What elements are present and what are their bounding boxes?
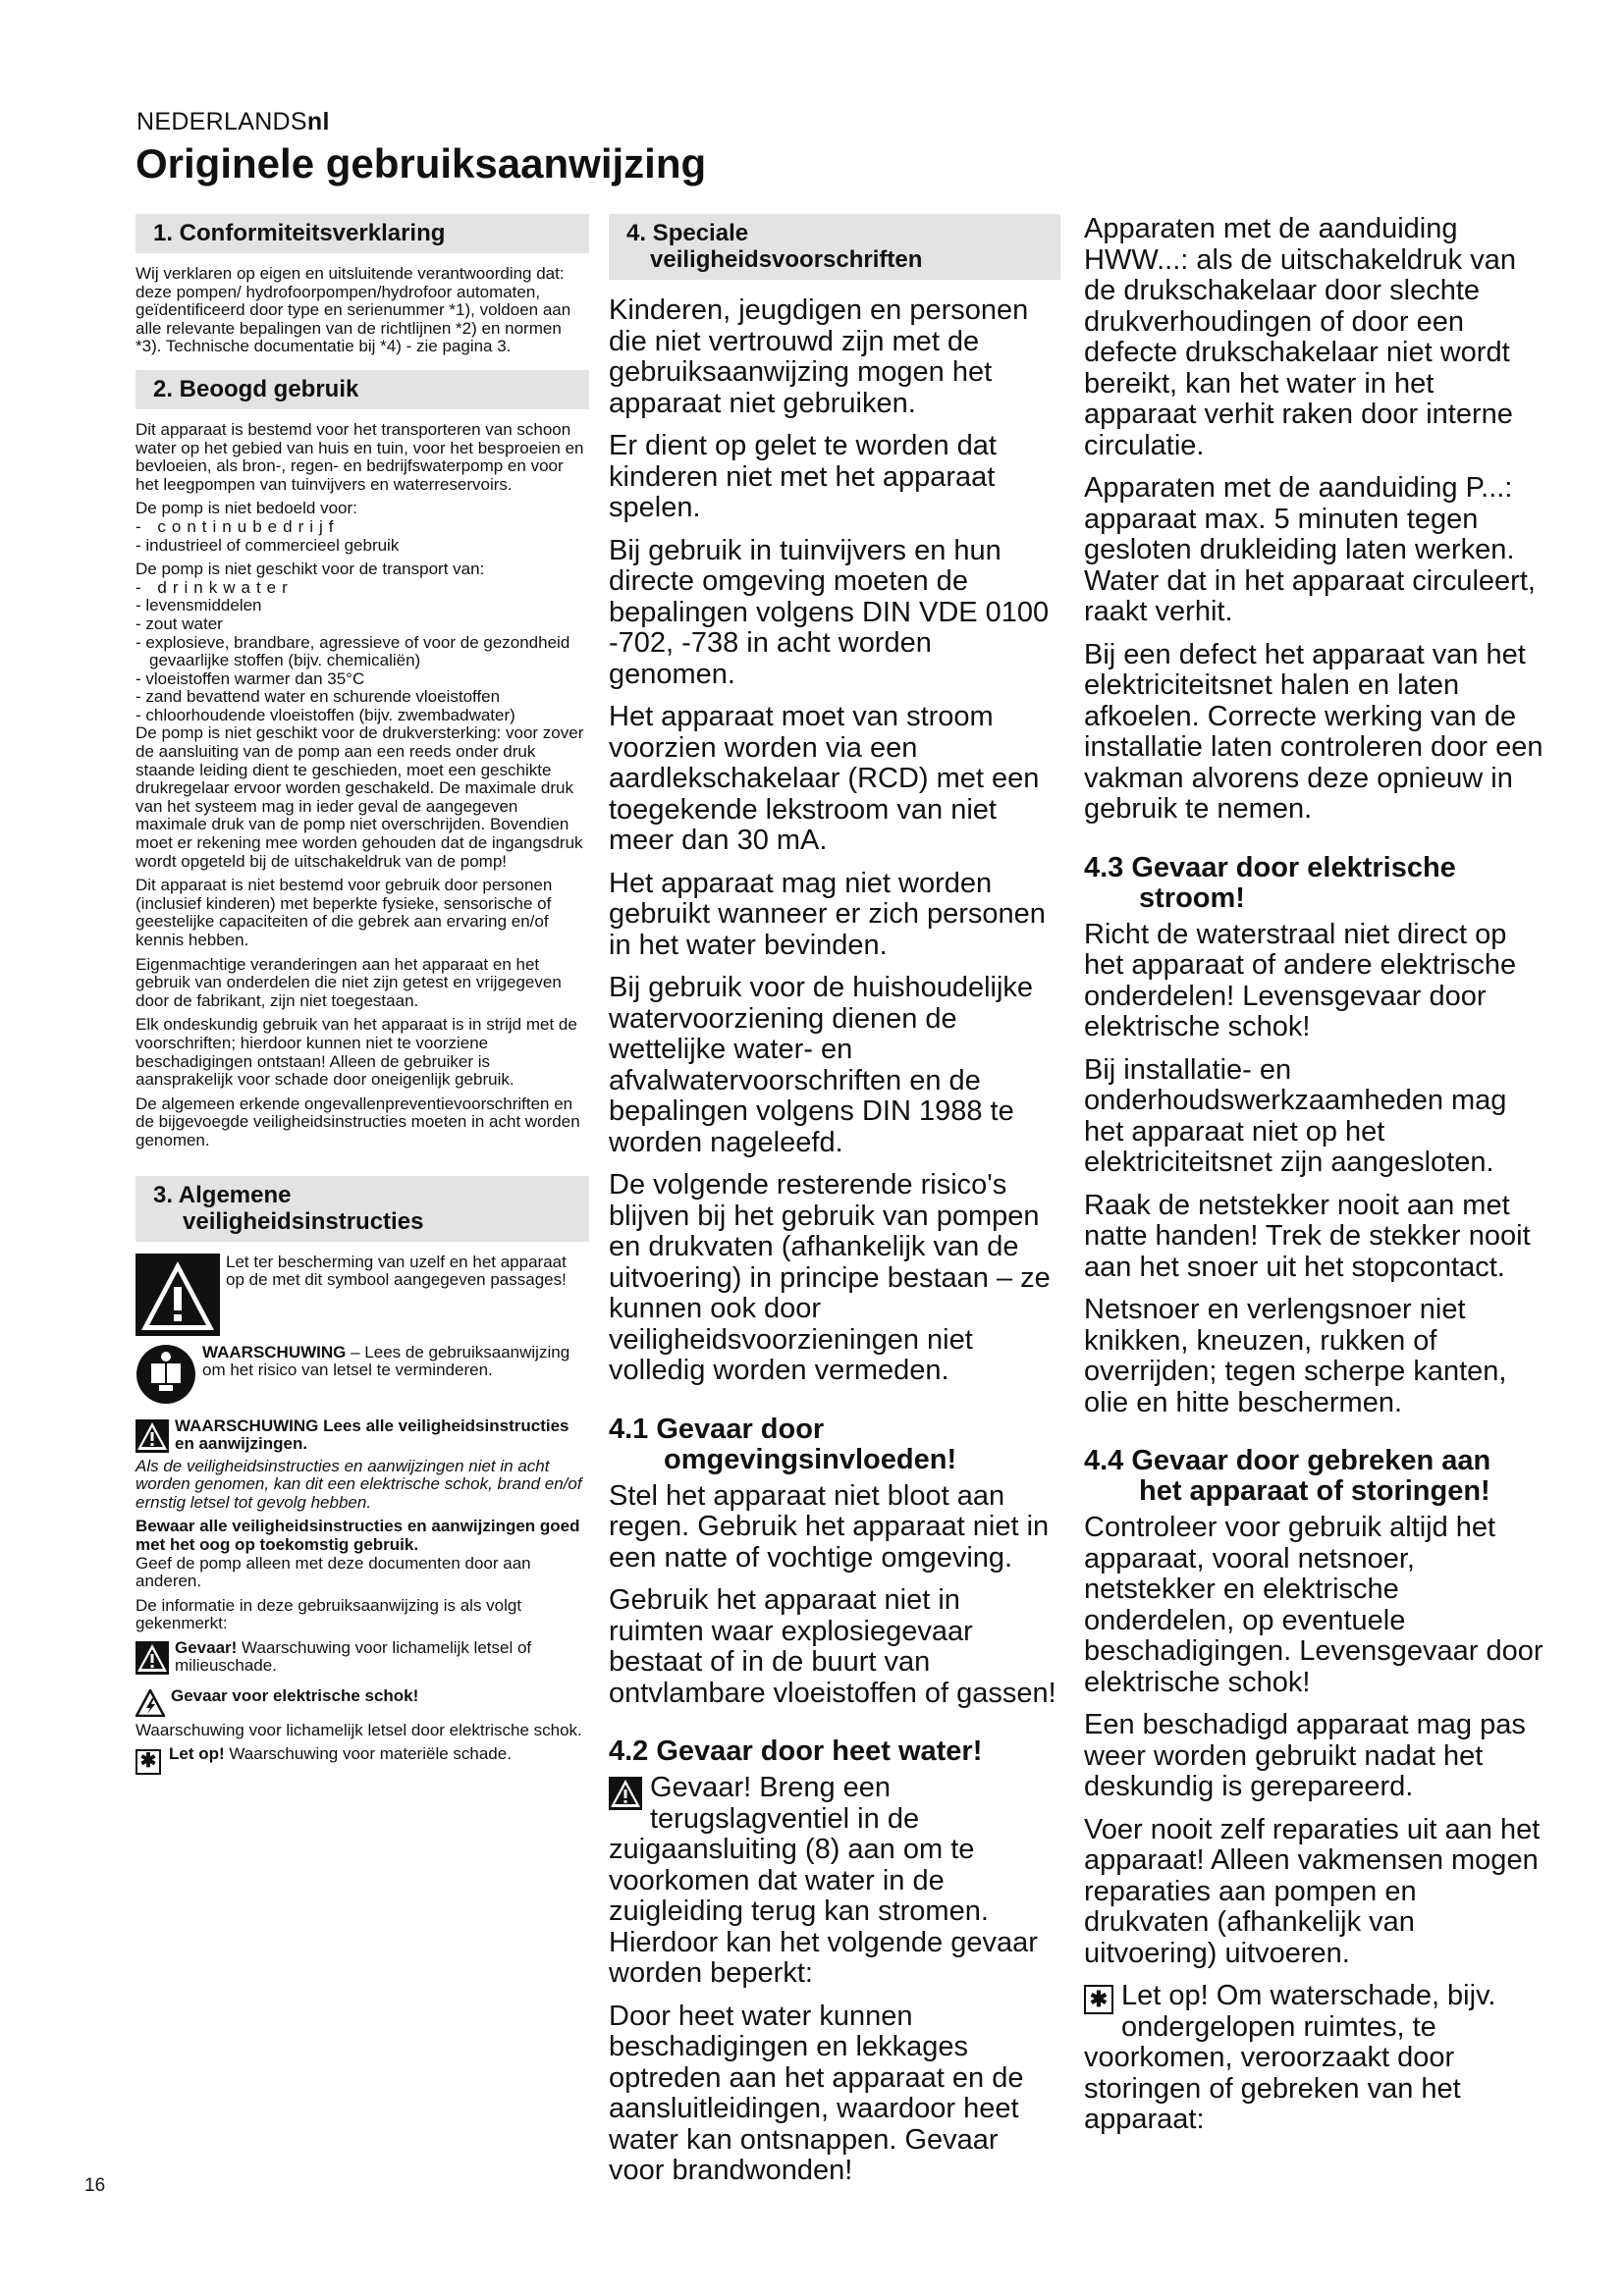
column-1 bbox=[135, 214, 589, 1783]
s2-p1: Dit apparaat is bestemd voor het transporteren van schoon water op het gebied van huis en tuin, voor het besproeien en bevloeien, als bron-, regen- en bedrijfswaterpomp en voor het leegpompen van tuinvijvers en waterreservoirs. bbox=[135, 419, 584, 494]
section-4-body bbox=[609, 295, 1060, 2187]
section-4-2-heading: 4.2 Gevaar door heet water! bbox=[609, 1735, 983, 1767]
marking-intro: De informatie in deze gebruiksaanwijzing is als volgt gekenmerkt: bbox=[135, 1595, 522, 1633]
s4-p7: De volgende resterende risico's blijven bij het gebruik van pompen en drukvaten (afhankelijk van de uitvoering) in principe bestaan – ze kunnen ook door veiligheidsvoorzieningen niet volledig worden vermeden. bbox=[609, 1169, 1051, 1386]
s2-p4: De pomp is niet geschikt voor de drukversterking: voor zover de aansluiting van de pomp aan een reeds onder druk staande leiding dient te geschieden, moet een geschikte drukregelaar ervoor worden geschakeld. De maximale druk van het systeem mag in ieder geval de aangegeven maximale druk van de pomp niet overschrijden. Bovendien moet er rekening mee worden gehouden dat de ingangsdruk wordt opgeteld bij de uitschakeldruk van de pomp! bbox=[135, 723, 584, 871]
keep-instructions-bold: Bewaar alle veiligheidsinstructies en aanwijzingen goed met het oog op toekomstig gebruik. bbox=[135, 1517, 580, 1554]
page-number: 16 bbox=[84, 2175, 106, 2196]
s44-p1: Controleer voor gebruik altijd het apparaat, vooral netsnoer, netstekker en elektrische onderdelen, op eventuele beschadigingen. Levensgevaar door elektrische schok! bbox=[1084, 1512, 1543, 1698]
s43-p2: Bij installatie- en onderhoudswerkzaamheden mag het apparaat niet op het elektriciteitsnet zijn aangesloten. bbox=[1084, 1053, 1507, 1178]
column-3-body bbox=[1084, 214, 1545, 2136]
list-item: - drinkwater bbox=[135, 577, 294, 597]
s2-list-not-intended bbox=[135, 518, 589, 555]
s2-p6: Eigenmachtige veranderingen aan het apparaat en het gebruik van onderdelen die niet zijn getest en vrijgegeven door de fabrikant, zijn niet toegestaan. bbox=[135, 954, 562, 1010]
read-manual-icon bbox=[135, 1344, 196, 1410]
list-item: - zand bevattend water en schurende vloeistoffen bbox=[135, 687, 501, 707]
s4-p4: Het apparaat moet van stroom voorzien worden via een aardlekschakelaar (RCD) met een toegekende lekstroom van niet meer dan 30 mA. bbox=[609, 701, 1040, 856]
electric-shock-icon bbox=[135, 1689, 165, 1722]
section-2-heading: 2. Beoogd gebruik bbox=[135, 370, 589, 409]
column-3 bbox=[1084, 214, 1545, 2148]
s2-p2: De pomp is niet bedoeld voor: bbox=[135, 499, 357, 518]
s3-title-line1: 3. Algemene bbox=[153, 1181, 292, 1208]
read-manual-note bbox=[135, 1344, 589, 1410]
warning-triangle-icon bbox=[135, 1254, 220, 1336]
attention-label: Let op! bbox=[169, 1744, 225, 1764]
s42-p1 bbox=[609, 1773, 1060, 1990]
s44-title-line1: 4.4 Gevaar door gebreken aan bbox=[1084, 1445, 1491, 1476]
warning-triangle-icon bbox=[135, 1641, 169, 1680]
section-3-heading bbox=[135, 1176, 589, 1242]
s44-title-line2: het apparaat of storingen! bbox=[1139, 1475, 1490, 1507]
s2-p5: Dit apparaat is niet bestemd voor gebruik door personen (inclusief kinderen) met beperkte fysieke, sensorische of geestelijke capaciteiten of die gebrek aan ervaring en/of kennis hebben. bbox=[135, 876, 553, 949]
s2-p7: Elk ondeskundig gebruik van het apparaat is in strijd met de voorschriften; hierdoor kunnen niet te voorziene beschadigingen ontstaan! Alleen de gebruiker is aansprakelijk voor schade door oneigenlijk gebruik. bbox=[135, 1015, 577, 1090]
section-4-1-heading bbox=[609, 1415, 1060, 1475]
s4-p2: Er dient op gelet te worden dat kinderen niet met het apparaat spelen. bbox=[609, 430, 997, 523]
warning-label: WAARSCHUWING bbox=[202, 1342, 347, 1362]
read-manual-text: – Lees de gebruiksaanwijzing om het risico van letsel te verminderen. bbox=[202, 1342, 570, 1380]
s4-p5: Het apparaat mag niet worden gebruikt wanneer er zich personen in het water bevinden. bbox=[609, 867, 1046, 961]
list-item: - explosieve, brandbare, agressieve of voor de gezondheid gevaarlijke stoffen (bijv. chemicaliën) bbox=[135, 632, 570, 670]
s43-title-line1: 4.3 Gevaar door elektrische bbox=[1084, 851, 1456, 883]
s44-p4 bbox=[1084, 1981, 1545, 2136]
danger-label: Gevaar! bbox=[175, 1637, 238, 1657]
section-2-body bbox=[135, 421, 589, 1150]
marking-danger bbox=[135, 1639, 589, 1680]
s1-paragraph: Wij verklaren op eigen en uitsluitende verantwoording dat: deze pompen/ hydrofoorpompen/hydrofoor automaten, geïdentificeerd door type en serienummer *1), voldoen aan alle relevante bepalingen van de richtlijnen *2) en normen *3). Technische documentatie bij *4) - zie pagina 3. bbox=[135, 264, 571, 356]
s4-p3: Bij gebruik in tuinvijvers en hun directe omgeving moeten de bepalingen volgens DIN VDE 0100 -702, -738 in acht worden genomen. bbox=[609, 534, 1050, 690]
s2-p8: De algemeen erkende ongevallenpreventievoorschriften en de bijgevoegde veiligheidsinstructies moeten in acht worden genomen. bbox=[135, 1094, 580, 1149]
s4-p6: Bij gebruik voor de huishoudelijke watervoorziening dienen de wettelijke water- en afvalwatervoorschriften en de bepalingen volgens DIN 1988 te worden nageleefd. bbox=[609, 972, 1034, 1158]
read-all-warning-italic: Als de veiligheidsinstructies en aanwijzingen niet in acht worden genomen, kan dit een elektrische schok, brand en/of ernstig letsel tot gevolg hebben. bbox=[135, 1456, 582, 1512]
warning-triangle-icon bbox=[609, 1777, 642, 1818]
electric-text: Waarschuwing voor lichamelijk letsel door elektrische schok. bbox=[135, 1720, 582, 1739]
s3-title-line2: veiligheidsinstructies bbox=[183, 1207, 424, 1235]
page-language: NEDERLANDSnl bbox=[136, 108, 330, 135]
danger-text: Waarschuwing voor lichamelijk letsel of milieuschade. bbox=[175, 1637, 532, 1676]
attention-square-icon: ✱ bbox=[1084, 1985, 1113, 2014]
page-title: Originele gebruiksaanwijzing bbox=[135, 140, 707, 187]
list-item: - chloorhoudende vloeistoffen (bijv. zwembadwater) bbox=[135, 705, 515, 724]
s4-title-line1: 4. Speciale bbox=[626, 220, 749, 246]
keep-instructions-text: Geef de pomp alleen met deze documenten door aan anderen. bbox=[135, 1553, 531, 1591]
electric-label: Gevaar voor elektrische schok! bbox=[171, 1685, 419, 1705]
list-item: - vloeistoffen warmer dan 35°C bbox=[135, 668, 365, 688]
s44-p2: Een beschadigd apparaat mag pas weer worden gebruikt nadat het deskundig is gerepareerd. bbox=[1084, 1709, 1526, 1802]
column-2 bbox=[609, 214, 1060, 2199]
s41-title-line2: omgevingsinvloeden! bbox=[664, 1443, 957, 1475]
attention-square-icon: ✱ bbox=[135, 1749, 161, 1775]
list-item: - zout water bbox=[135, 614, 223, 633]
s41-title-line1: 4.1 Gevaar door bbox=[609, 1413, 825, 1445]
section-1-body bbox=[135, 265, 589, 356]
section-4-4-heading bbox=[1084, 1446, 1545, 1507]
s2-p3: De pomp is niet geschikt voor de transport van: bbox=[135, 560, 485, 579]
list-item: - continubedrijf bbox=[135, 516, 340, 536]
c3-p2: Apparaten met de aanduiding P...: apparaat max. 5 minuten tegen gesloten drukleiding laten werken. Water dat in het apparaat circuleert, raakt verhit. bbox=[1084, 472, 1536, 627]
s2-list-not-suitable bbox=[135, 579, 589, 725]
s43-p3: Raak de netstekker nooit aan met natte handen! Trek de stekker nooit aan het snoer uit het stopcontact. bbox=[1084, 1189, 1531, 1283]
read-all-warning-bold: WAARSCHUWING Lees alle veiligheidsinstructies en aanwijzingen. bbox=[175, 1415, 569, 1454]
list-item: - levensmiddelen bbox=[135, 596, 262, 615]
section-1-heading: 1. Conformiteitsverklaring bbox=[135, 214, 589, 253]
s44-p3: Voer nooit zelf reparaties uit aan het apparaat! Alleen vakmensen mogen reparaties aan pompen en drukvaten (afhankelijk van uitvoering) uitvoeren. bbox=[1084, 1813, 1541, 1969]
c3-p1: Apparaten met de aanduiding HWW...: als de uitschakeldruk van de drukschakelaar door slechte drukverhoudingen of door een defecte drukschakelaar niet wordt bereikt, kan het water in het apparaat verhit raken door interne circulatie. bbox=[1084, 213, 1516, 461]
s43-p4: Netsnoer en verlengsnoer niet knikken, kneuzen, rukken of overrijden; tegen scherpe kanten, olie en hitte beschermen. bbox=[1084, 1294, 1507, 1418]
danger-symbol-text: Let ter bescherming van uzelf en het apparaat op de met dit symbool aangegeven passages! bbox=[226, 1252, 567, 1290]
section-4-heading bbox=[609, 214, 1060, 280]
marking-attention bbox=[135, 1745, 589, 1775]
s4-p1: Kinderen, jeugdigen en personen die niet vertrouwd zijn met de gebruiksaanwijzing mogen het apparaat niet gebruiken. bbox=[609, 294, 1029, 419]
s41-p1: Stel het apparaat niet bloot aan regen. Gebruik het apparaat niet in een natte of vochtige omgeving. bbox=[609, 1479, 1050, 1574]
attention-text: Waarschuwing voor materiële schade. bbox=[224, 1744, 512, 1764]
c3-p3: Bij een defect het apparaat van het elektriciteitsnet halen en laten afkoelen. Correcte werking van de installatie laten controleren door een vakman alvorens deze opnieuw in gebruik te nemen. bbox=[1084, 638, 1543, 825]
section-4-3-heading bbox=[1084, 853, 1545, 914]
danger-symbol-note bbox=[135, 1254, 589, 1336]
s41-p2: Gebruik het apparaat niet in ruimten waar explosiegevaar bestaat of in de buurt van ontvlambare vloeistoffen of gassen! bbox=[609, 1584, 1056, 1709]
section-3-body bbox=[135, 1254, 589, 1776]
read-all-instructions-note bbox=[135, 1417, 589, 1458]
s44-p4-text: Let op! Om waterschade, bijv. ondergelopen ruimtes, te voorkomen, veroorzaakt door storingen of gebreken van het apparaat: bbox=[1084, 1980, 1496, 2135]
s43-title-line2: stroom! bbox=[1139, 881, 1245, 914]
s42-p1-text: Gevaar! Breng een terugslagventiel in de zuigaansluiting (8) aan om te voorkomen dat water in de zuigleiding terug kan stromen. Hierdoor kan het volgende gevaar worden beperkt: bbox=[609, 1772, 1038, 1989]
warning-triangle-icon bbox=[135, 1419, 169, 1458]
list-item: - industrieel of commercieel gebruik bbox=[135, 535, 400, 555]
s4-title-line2: veiligheidsvoorschriften bbox=[650, 246, 923, 273]
s43-p1: Richt de waterstraal niet direct op het apparaat of andere elektrische onderdelen! Levensgevaar door elektrische schok! bbox=[1084, 918, 1517, 1042]
s42-p2: Door heet water kunnen beschadigingen en lekkages optreden aan het apparaat en de aansluitleidingen, waardoor heet water kan ontsnappen. Gevaar voor brandwonden! bbox=[609, 2000, 1024, 2186]
marking-electric bbox=[135, 1687, 589, 1722]
